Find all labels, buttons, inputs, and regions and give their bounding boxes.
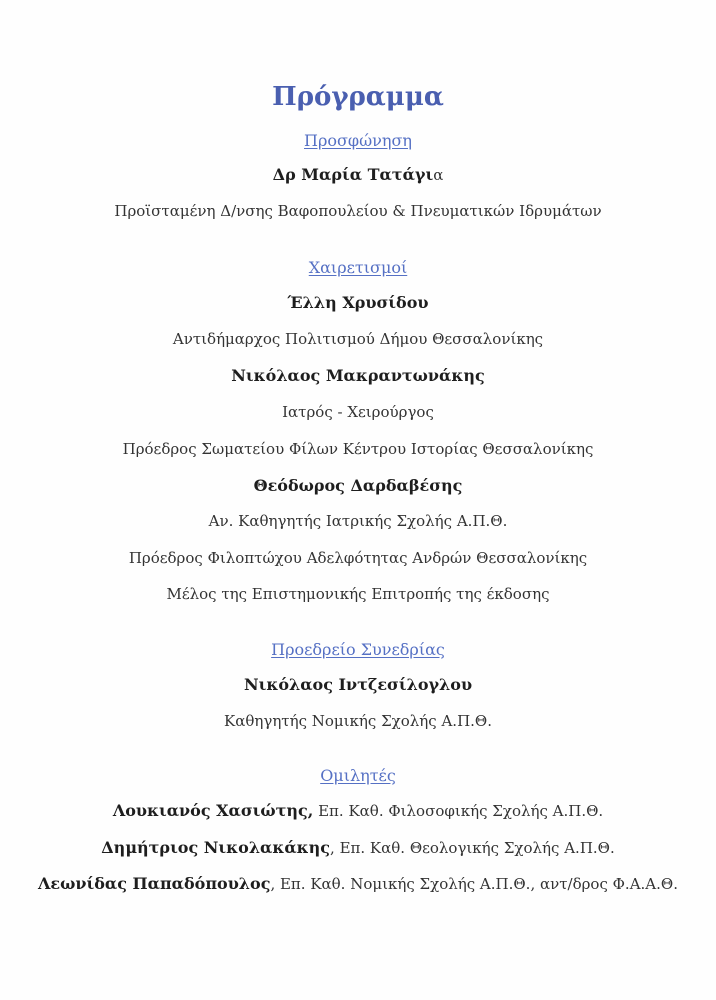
- speaker-line-1: [0, 801, 716, 821]
- address-name: [0, 165, 716, 185]
- speaker-2-role: , Επ. Καθ. Θεολογικής Σχολής Α.Π.Θ.: [330, 839, 615, 857]
- speaker-line-2: [0, 838, 716, 858]
- greeting-person-2-name: Νικόλαος Μακραντωνάκης: [231, 366, 485, 385]
- presidium-name: Νικόλαος Ιντζεσίλογλου: [243, 675, 473, 694]
- speaker-1-role: Επ. Καθ. Φιλοσοφικής Σχολής Α.Π.Θ.: [313, 802, 604, 820]
- speaker-line-3: [0, 874, 716, 894]
- speaker-3-role: , Επ. Καθ. Νομικής Σχολής Α.Π.Θ., αντ/δρος Φ.Α.Α.Θ.: [270, 875, 678, 893]
- speaker-3-name: Λεωνίδας Παπαδόπουλος: [38, 874, 271, 893]
- greeting-person-2-role-2: Πρόεδρος Σωματείου Φίλων Κέντρου Ιστορίας Θεσσαλονίκης: [122, 440, 594, 458]
- greeting-person-3-role-3: Μέλος της Επιστημονικής Επιτροπής της έκδοσης: [166, 585, 550, 603]
- greeting-person-3-name: Θεόδωρος Δαρδαβέσης: [253, 476, 463, 495]
- presidium-role: Καθηγητής Νομικής Σχολής Α.Π.Θ.: [224, 712, 492, 730]
- speaker-1-name: Λουκιανός Χασιώτης,: [112, 801, 314, 820]
- greeting-person-1-name: Έλλη Χρυσίδου: [287, 293, 429, 312]
- section-heading-presidium: Προεδρείο Συνεδρίας: [271, 640, 445, 659]
- greeting-person-3-role-1: Αν. Καθηγητής Ιατρικής Σχολής Α.Π.Θ.: [208, 512, 508, 530]
- greeting-person-1-role: Αντιδήμαρχος Πολιτισμού Δήμου Θεσσαλονίκης: [172, 330, 544, 348]
- address-name-tail: α: [433, 166, 444, 184]
- page-title: Πρόγραμμα: [272, 82, 444, 112]
- greeting-person-2-role-1: Ιατρός - Χειρούργος: [282, 403, 434, 421]
- address-name-bold: Δρ Μαρία Τατάγι: [272, 165, 434, 184]
- speaker-2-name: Δημήτριος Νικολακάκης: [101, 838, 331, 857]
- section-heading-greetings: Χαιρετισμοί: [308, 258, 408, 277]
- greeting-person-3-role-2: Πρόεδρος Φιλοπτώχου Αδελφότητας Ανδρών Θεσσαλονίκης: [128, 549, 588, 567]
- section-heading-address: Προσφώνηση: [304, 131, 412, 150]
- section-heading-speakers: Ομιλητές: [320, 766, 396, 785]
- address-role: Προϊσταμένη Δ/νσης Βαφοπουλείου & Πνευματικών Ιδρυμάτων: [114, 202, 602, 220]
